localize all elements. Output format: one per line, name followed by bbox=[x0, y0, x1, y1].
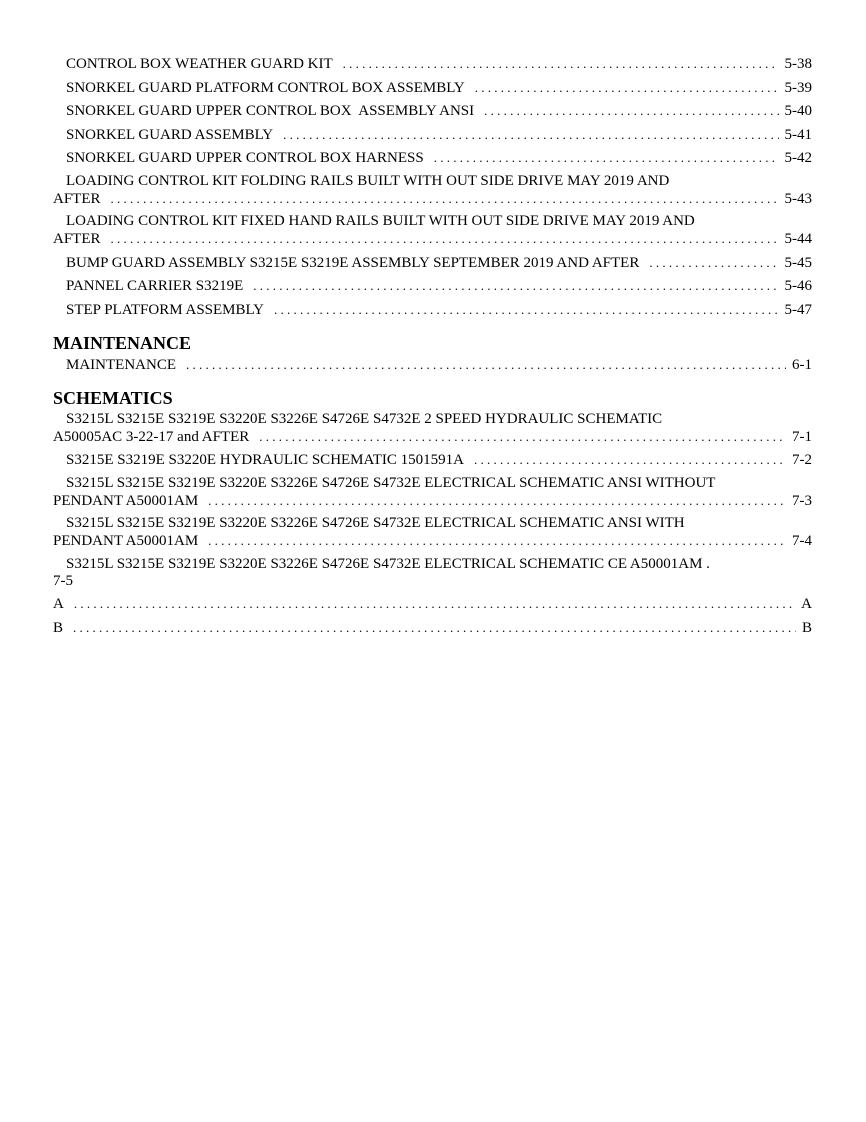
dot-leader bbox=[274, 301, 779, 318]
dot-leader bbox=[475, 79, 779, 96]
toc-entry[interactable] bbox=[53, 173, 812, 208]
toc-entry-page: 5-41 bbox=[784, 126, 812, 143]
dot-leader bbox=[111, 230, 779, 247]
toc-entry-title-line2: PENDANT A50001AM bbox=[53, 492, 199, 509]
section-heading[interactable]: MAINTENANCE bbox=[53, 332, 192, 353]
toc-entry[interactable] bbox=[53, 277, 812, 295]
dot-leader bbox=[74, 595, 795, 612]
toc-entry-page: 5-45 bbox=[784, 254, 812, 271]
toc-entry-page: 6-1 bbox=[792, 356, 812, 373]
toc-entry-page: 5-46 bbox=[784, 278, 812, 294]
dot-leader bbox=[73, 619, 796, 636]
dot-leader bbox=[343, 55, 779, 72]
dot-leader bbox=[484, 102, 778, 119]
toc-entry[interactable] bbox=[53, 356, 812, 374]
toc-section-schematics bbox=[53, 388, 812, 590]
dot-leader bbox=[253, 277, 778, 294]
toc-entry-title: PANNEL CARRIER S3219E bbox=[66, 278, 244, 294]
toc-entry-title: S3215E S3219E S3220E HYDRAULIC SCHEMATIC 1501591A bbox=[66, 452, 464, 468]
toc-entry-title: B bbox=[53, 619, 64, 636]
toc-entry-page: 7-2 bbox=[792, 452, 812, 468]
toc-entry[interactable] bbox=[53, 475, 812, 510]
toc-entry-title: A bbox=[53, 596, 64, 612]
toc-entry-title-line2: A50005AC 3-22-17 and AFTER bbox=[53, 428, 250, 445]
section-heading[interactable]: SCHEMATICS bbox=[53, 387, 173, 408]
toc-entry-title-line2: AFTER bbox=[53, 231, 101, 247]
toc-entry-page: 5-47 bbox=[784, 301, 812, 318]
dot-leader bbox=[474, 451, 786, 468]
toc-entry[interactable] bbox=[53, 55, 812, 73]
toc-entry-title: MAINTENANCE bbox=[66, 356, 176, 373]
toc-entry-page: 7-3 bbox=[792, 492, 812, 509]
dot-leader bbox=[283, 126, 778, 143]
toc-entry[interactable] bbox=[53, 451, 812, 469]
toc-entry[interactable] bbox=[53, 254, 812, 272]
toc-entry-title: SNORKEL GUARD UPPER CONTROL BOX ASSEMBLY ANSI bbox=[66, 103, 475, 119]
toc-entry[interactable] bbox=[53, 411, 812, 446]
toc-entry-page: 5-40 bbox=[784, 103, 812, 119]
toc-entry-title: SNORKEL GUARD PLATFORM CONTROL BOX ASSEMBLY bbox=[66, 79, 465, 96]
toc-entry[interactable] bbox=[53, 619, 812, 637]
toc-entry-title-line2: PENDANT A50001AM bbox=[53, 533, 199, 549]
toc-entry[interactable] bbox=[53, 301, 812, 319]
toc-entry[interactable] bbox=[53, 556, 812, 590]
toc-section-index bbox=[53, 595, 812, 637]
toc-section-maintenance bbox=[53, 333, 812, 374]
toc-entry-page: B bbox=[801, 619, 812, 636]
toc-entry[interactable] bbox=[53, 213, 812, 248]
toc-page bbox=[53, 55, 812, 642]
toc-entry-title-line1: S3215L S3215E S3219E S3220E S3226E S4726E S4732E ELECTRICAL SCHEMATIC CE A50001AM . bbox=[66, 555, 710, 572]
toc-entry[interactable] bbox=[53, 515, 812, 550]
toc-entry-title-line2: AFTER bbox=[53, 190, 101, 207]
dot-leader bbox=[649, 254, 778, 271]
toc-entry[interactable] bbox=[53, 149, 812, 167]
toc-entry-title-line1: S3215L S3215E S3219E S3220E S3226E S4726E S4732E ELECTRICAL SCHEMATIC ANSI WITH bbox=[66, 515, 685, 531]
toc-entry-title: SNORKEL GUARD UPPER CONTROL BOX HARNESS bbox=[66, 150, 424, 166]
toc-entry-page: 5-42 bbox=[784, 150, 812, 166]
dot-leader bbox=[111, 190, 779, 207]
toc-entry[interactable] bbox=[53, 79, 812, 97]
toc-entry-title-line1: LOADING CONTROL KIT FOLDING RAILS BUILT WITH OUT SIDE DRIVE MAY 2019 AND bbox=[66, 172, 670, 189]
dot-leader bbox=[259, 428, 786, 445]
toc-entry[interactable] bbox=[53, 595, 812, 613]
toc-entry-page: A bbox=[801, 596, 812, 612]
toc-entry-page: 7-1 bbox=[792, 428, 812, 445]
toc-entry-page: 5-44 bbox=[784, 231, 812, 247]
toc-entry-page: 5-38 bbox=[784, 56, 812, 72]
dot-leader bbox=[208, 492, 786, 509]
toc-entry-title: SNORKEL GUARD ASSEMBLY bbox=[66, 126, 274, 143]
dot-leader bbox=[434, 149, 779, 166]
toc-entry-page: 7-4 bbox=[792, 533, 812, 549]
dot-leader bbox=[208, 532, 786, 549]
toc-entry[interactable] bbox=[53, 102, 812, 120]
toc-entry-title-line1: S3215L S3215E S3219E S3220E S3226E S4726E S4732E ELECTRICAL SCHEMATIC ANSI WITHOUT bbox=[66, 474, 716, 491]
toc-entry-title-line2: 7-5 bbox=[53, 572, 73, 589]
toc-entry[interactable] bbox=[53, 126, 812, 144]
toc-entry-title: STEP PLATFORM ASSEMBLY bbox=[66, 301, 264, 318]
toc-entry-page: 5-43 bbox=[784, 190, 812, 207]
toc-entry-page: 5-39 bbox=[784, 79, 812, 96]
toc-entry-title: BUMP GUARD ASSEMBLY S3215E S3219E ASSEMBLY SEPTEMBER 2019 AND AFTER bbox=[66, 254, 640, 271]
dot-leader bbox=[186, 356, 786, 373]
toc-section-assemblies bbox=[53, 55, 812, 319]
toc-entry-title-line1: LOADING CONTROL KIT FIXED HAND RAILS BUILT WITH OUT SIDE DRIVE MAY 2019 AND bbox=[66, 213, 695, 229]
toc-entry-title-line1: S3215L S3215E S3219E S3220E S3226E S4726E S4732E 2 SPEED HYDRAULIC SCHEMATIC bbox=[66, 410, 663, 427]
toc-entry-title: CONTROL BOX WEATHER GUARD KIT bbox=[66, 56, 333, 72]
